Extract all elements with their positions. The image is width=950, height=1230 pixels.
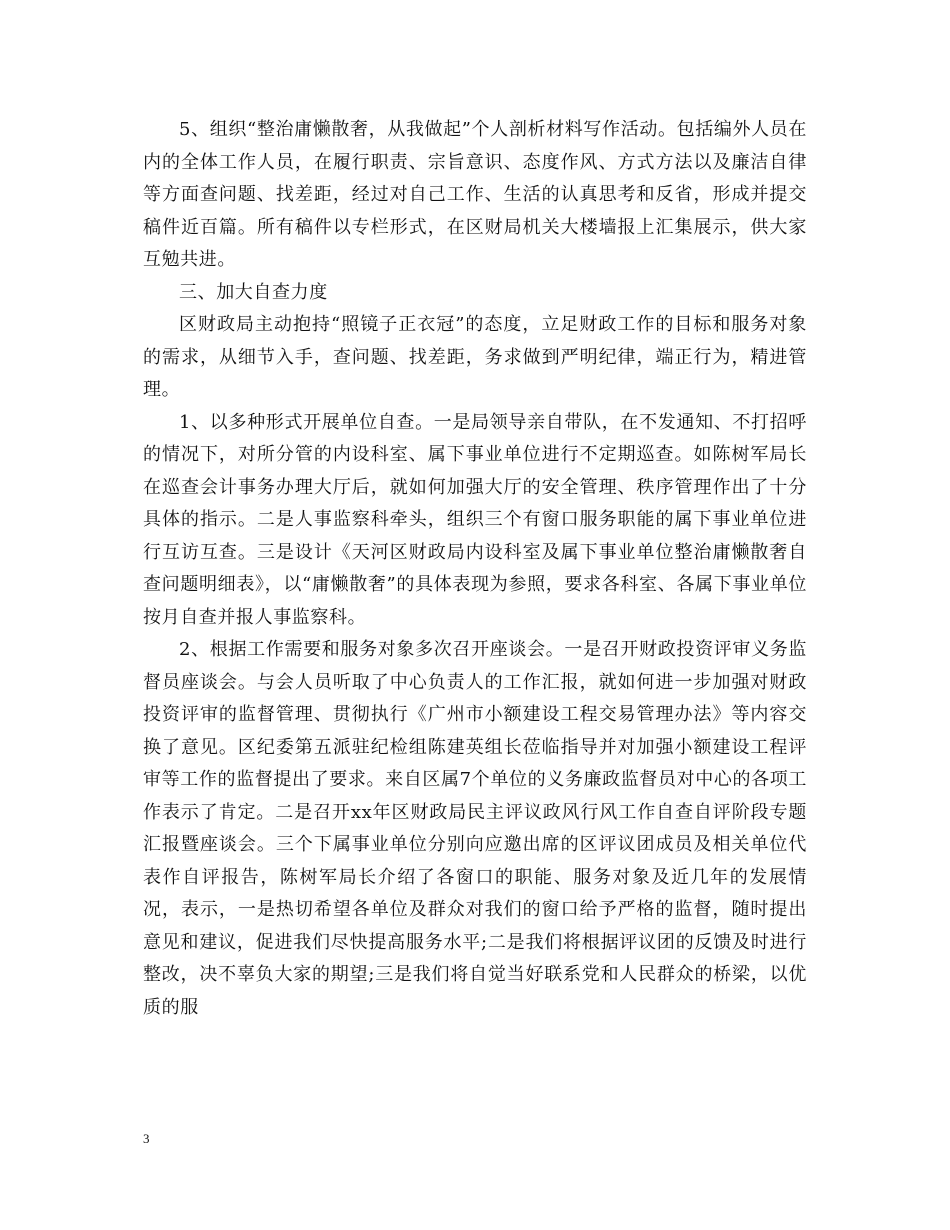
- paragraph-item-2: 2、根据工作需要和服务对象多次召开座谈会。一是召开财政投资评审义务监督员座谈会。与会人员听取了中心负责人的工作汇报，就如何进一步加强对财政投资评审的监督管理、贯彻执行《广州市小额建设工程交易管理办法》等内容交换了意见。区纪委第五派驻纪检组陈建英组长莅临指导并对加强小额建设工程评审等工作的监督提出了要求。来自区属7个单位的义务廉政监督员对中心的各项工作表示了肯定。二是召开xx年区财政局民主评议政风行风工作自查自评阶段专题汇报暨座谈会。三个下属事业单位分别向应邀出席的区评议团成员及相关单位代表作自评报告，陈树军局长介绍了各窗口的职能、服务对象及近几年的发展情况，表示，一是热切希望各单位及群众对我们的窗口给予严格的监督，随时提出意见和建议，促进我们尽快提高服务水平;二是我们将根据评议团的反馈及时进行整改，决不辜负大家的期望;三是我们将自觉当好联系党和人民群众的桥梁，以优质的服: [143, 639, 807, 1018]
- document-body: [143, 114, 807, 1024]
- section-intro-paragraph: 区财政局主动抱持“照镜子正衣冠”的态度，立足财政工作的目标和服务对象的需求，从细节入手，查问题、找差距，务求做到严明纪律，端正行为，精进管理。: [143, 314, 807, 400]
- paragraph-item-5: 5、组织“整治庸懒散奢，从我做起”个人剖析材料写作活动。包括编外人员在内的全体工作人员，在履行职责、宗旨意识、态度作风、方式方法以及廉洁自律等方面查问题、找差距，经过对自己工作、生活的认真思考和反省，形成并提交稿件近百篇。所有稿件以专栏形式，在区财局机关大楼墙报上汇集展示，供大家互勉共进。: [143, 119, 807, 270]
- section-heading-3: 三、加大自查力度: [179, 281, 328, 303]
- paragraph-item-1: 1、以多种形式开展单位自查。一是局领导亲自带队，在不发通知、不打招呼的情况下，对所分管的内设科室、属下事业单位进行不定期巡查。如陈树军局长在巡查会计事务办理大厅后，就如何加强大厅的安全管理、秩序管理作出了十分具体的指示。二是人事监察科牵头，组织三个有窗口服务职能的属下事业单位进行互访互查。三是设计《天河区财政局内设科室及属下事业单位整治庸懒散奢自查问题明细表》，以“庸懒散奢”的具体表现为参照，要求各科室、各属下事业单位按月自查并报人事监察科。: [143, 411, 807, 628]
- page-number: 3: [143, 1131, 150, 1146]
